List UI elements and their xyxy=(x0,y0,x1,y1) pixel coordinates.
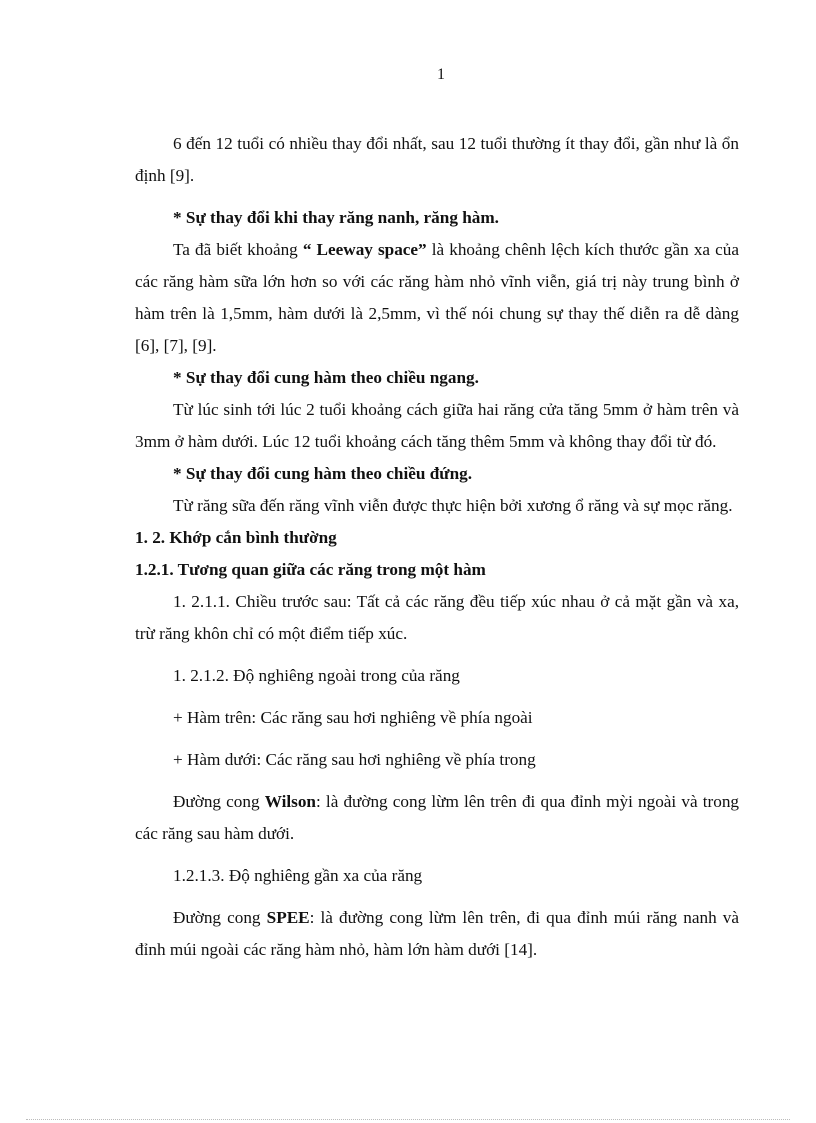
text-run: : là đường cong lừm lên trên, đi qua đỉnh múi răng nanh và đỉnh múi ngoài các răng hàm nhỏ, hàm lớn hàm dưới [14]. xyxy=(135,908,739,959)
document-body xyxy=(135,128,739,966)
text-run: Ta đã biết khoảng xyxy=(173,240,303,259)
paragraph-mesiodistal-inclination: 1.2.1.3. Độ nghiêng gần xa của răng xyxy=(173,866,423,885)
text-run: là khoảng chênh lệch kích thước gần xa của các răng hàm sữa lớn hơn so với các răng hàm nhỏ vĩnh viễn, giá trị này trung bình ở hàm trên là 1,5mm, hàm dưới là 2,5mm, vì thế nói chung sự thay thế diễn ra dễ dàng [6], [7], [9]. xyxy=(135,240,739,355)
text-run: Đường cong xyxy=(173,792,265,811)
paragraph-alveolar-bone: Từ răng sữa đến răng vĩnh viễn được thực hiện bởi xương ổ răng và sự mọc răng. xyxy=(173,496,733,515)
subheading-vertical-arch-change: * Sự thay đổi cung hàm theo chiều đứng. xyxy=(173,464,473,483)
text-run: Đường cong xyxy=(173,908,267,927)
text-run: : là đường cong lừm lên trên đi qua đỉnh mỳi ngoài và trong các răng sau hàm dưới. xyxy=(135,792,740,843)
wilson-term: Wilson xyxy=(264,792,316,811)
section-heading-normal-occlusion: 1. 2. Khớp cắn bình thường xyxy=(135,528,337,547)
paragraph-anteroposterior: 1. 2.1.1. Chiều trước sau: Tất cả các răng đều tiếp xúc nhau ở cả mặt gần và xa, trừ răng khôn chỉ có một điểm tiếp xúc. xyxy=(135,592,739,643)
paragraph-incisor-distance: Từ lúc sinh tới lúc 2 tuổi khoảng cách giữa hai răng cửa tăng 5mm ở hàm trên và 3mm ở hàm dưới. Lúc 12 tuổi khoảng cách tăng thêm 5mm và không thay đổi từ đó. xyxy=(135,400,739,451)
list-item-lower-jaw: + Hàm dưới: Các răng sau hơi nghiêng về phía trong xyxy=(173,750,536,769)
spee-term: SPEE xyxy=(266,908,310,927)
leeway-space-term: “ Leeway space” xyxy=(302,240,427,259)
page-bottom-divider xyxy=(26,1119,790,1120)
paragraph-spee-curve xyxy=(135,902,739,966)
paragraph-leeway-space xyxy=(135,234,739,362)
section-heading-tooth-relationship: 1.2.1. Tương quan giữa các răng trong một hàm xyxy=(135,560,486,579)
paragraph-continuation: 6 đến 12 tuổi có nhiều thay đổi nhất, sau 12 tuổi thường ít thay đổi, gần như là ổn định [9]. xyxy=(135,134,739,185)
subheading-canine-molar-change: * Sự thay đổi khi thay răng nanh, răng hàm. xyxy=(173,208,499,227)
page-number: 1 xyxy=(437,66,445,83)
paragraph-wilson-curve xyxy=(135,786,739,850)
list-item-upper-jaw: + Hàm trên: Các răng sau hơi nghiêng về phía ngoài xyxy=(173,708,533,727)
paragraph-buccolingual-inclination: 1. 2.1.2. Độ nghiêng ngoài trong của răng xyxy=(173,666,460,685)
subheading-horizontal-arch-change: * Sự thay đổi cung hàm theo chiều ngang. xyxy=(173,368,479,387)
